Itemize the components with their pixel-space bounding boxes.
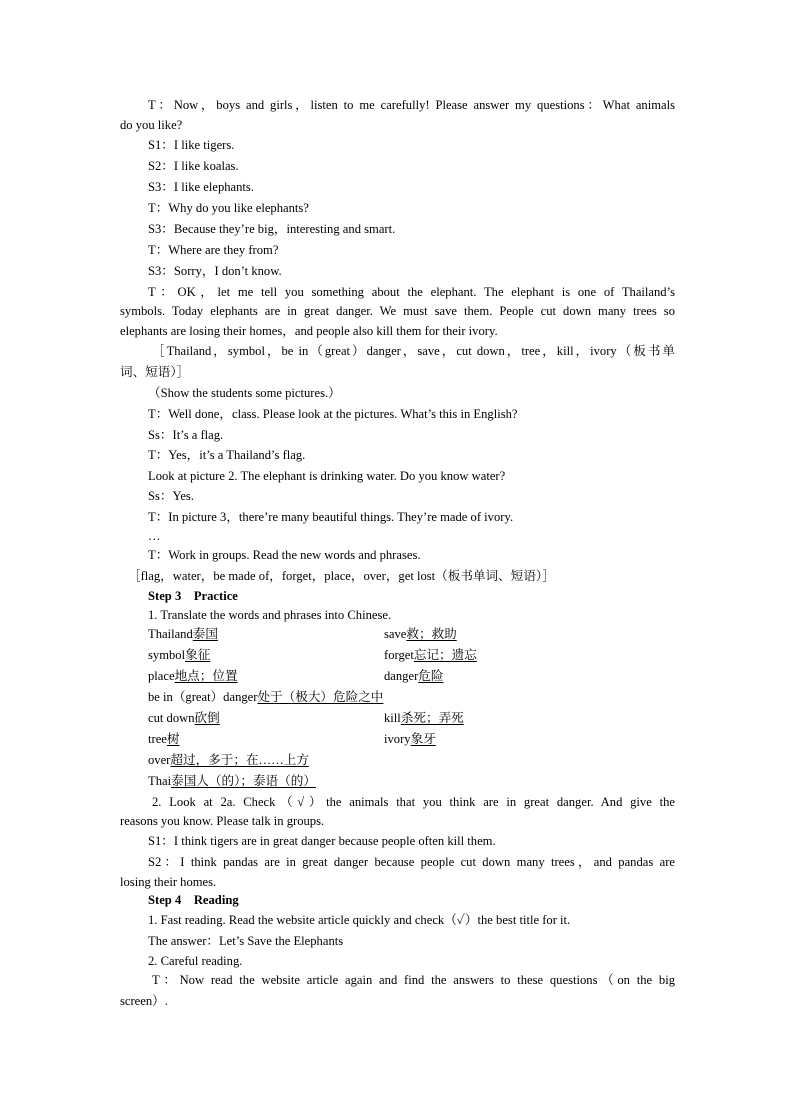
board-words-1-line-2: 词、短语）］ xyxy=(120,365,190,379)
vocab-thailand xyxy=(148,625,218,643)
vocab-translation: 地点；位置 xyxy=(174,669,238,683)
teacher-where: T：Where are they from? xyxy=(148,243,279,257)
ellipsis: … xyxy=(148,529,161,543)
vocab-be-in-danger xyxy=(148,688,383,706)
step4-careful-reading: 2. Careful reading. xyxy=(148,954,243,968)
students-flag: Ss：It’s a flag. xyxy=(148,428,224,442)
vocab-term: tree xyxy=(148,732,167,746)
student1-tigers: S1：I like tigers. xyxy=(148,138,235,152)
vocab-translation: 处于（极大）危险之中 xyxy=(257,690,384,704)
teacher-intro-line-1: T：Now，boys and girls，listen to me carefully! Please answer my questions：What animals xyxy=(148,98,675,112)
vocab-term: ivory xyxy=(384,732,411,746)
teacher-ok-line-1: T：OK，let me tell you something about the elephant. The elephant is one of Thailand’s xyxy=(148,285,675,299)
vocab-danger xyxy=(384,667,443,685)
teacher-now-read-line-1: T：Now read the website article again and find the answers to these questions（on the big xyxy=(152,973,675,987)
vocab-translation: 泰国 xyxy=(192,627,218,641)
board-words-1-line-1: ［Thailand，symbol，be in（great）danger，save，cut down，tree，kill，ivory（板书单 xyxy=(152,344,675,358)
step4-fast-reading: 1. Fast reading. Read the website article quickly and check（✓）the best title for it. xyxy=(148,913,571,927)
vocab-kill xyxy=(384,709,464,727)
vocab-term: cut down xyxy=(148,711,195,725)
vocab-translation: 象征 xyxy=(185,648,211,662)
vocab-translation: 危险 xyxy=(418,669,444,683)
student2-pandas-line-2: losing their homes. xyxy=(120,875,217,889)
teacher-well-done: T：Well done，class. Please look at the pictures. What’s this in English? xyxy=(148,407,518,421)
students-yes: Ss：Yes. xyxy=(148,489,194,503)
vocab-term: place xyxy=(148,669,175,683)
step3-task2-line-2: reasons you know. Please talk in groups. xyxy=(120,814,325,828)
picture-2-question: Look at picture 2. The elephant is drinking water. Do you know water? xyxy=(148,469,506,483)
step4-heading: Step 4 Reading xyxy=(148,893,239,907)
teacher-thailand-flag: T：Yes，it’s a Thailand’s flag. xyxy=(148,448,306,462)
vocab-term: Thai xyxy=(148,774,172,788)
vocab-term: save xyxy=(384,627,407,641)
vocab-ivory xyxy=(384,730,436,748)
vocab-term: danger xyxy=(384,669,419,683)
vocab-save xyxy=(384,625,457,643)
vocab-translation: 象牙 xyxy=(410,732,436,746)
student2-pandas-line-1: S2：I think pandas are in great danger because people cut down many trees，and pandas are xyxy=(148,855,675,869)
vocab-term: be in（great）danger xyxy=(148,690,258,704)
teacher-why: T：Why do you like elephants? xyxy=(148,201,309,215)
step4-answer: The answer：Let’s Save the Elephants xyxy=(148,934,344,948)
student1-tigers-danger: S1：I think tigers are in great danger because people often kill them. xyxy=(148,834,496,848)
vocab-forget xyxy=(384,646,477,664)
teacher-now-read-line-2: screen）. xyxy=(120,994,168,1008)
vocab-cut-down xyxy=(148,709,220,727)
vocab-term: kill xyxy=(384,711,401,725)
vocab-translation: 杀死；弄死 xyxy=(400,711,464,725)
vocab-over xyxy=(148,751,309,769)
board-words-2: ［flag，water，be made of，forget，place，over，get lost（板书单词、短语）］ xyxy=(128,569,555,583)
vocab-term: over xyxy=(148,753,171,767)
vocab-translation: 砍倒 xyxy=(194,711,220,725)
vocab-symbol xyxy=(148,646,210,664)
teacher-ok-line-2: symbols. Today elephants are in great danger. We must save them. People cut down many trees so xyxy=(120,304,675,318)
vocab-place xyxy=(148,667,238,685)
teacher-ok-line-3: elephants are losing their homes，and people also kill them for their ivory. xyxy=(120,324,498,338)
vocab-term: Thailand xyxy=(148,627,193,641)
vocab-translation: 救；救助 xyxy=(406,627,457,641)
student3-because: S3：Because they’re big，interesting and smart. xyxy=(148,222,396,236)
vocab-term: symbol xyxy=(148,648,186,662)
stage-direction-pictures: （Show the students some pictures.） xyxy=(148,386,341,400)
student3-sorry: S3：Sorry，I don’t know. xyxy=(148,264,282,278)
teacher-intro-line-2: do you like? xyxy=(120,118,183,132)
teacher-work-in-groups: T：Work in groups. Read the new words and phrases. xyxy=(148,548,421,562)
step3-task1: 1. Translate the words and phrases into Chinese. xyxy=(148,608,392,622)
vocab-term: forget xyxy=(384,648,414,662)
teacher-picture-3: T：In picture 3，there’re many beautiful things. They’re made of ivory. xyxy=(148,510,514,524)
step3-heading: Step 3 Practice xyxy=(148,589,238,603)
vocab-thai xyxy=(148,772,316,790)
vocab-translation: 泰国人（的）；泰语（的） xyxy=(171,774,316,788)
vocab-translation: 树 xyxy=(166,732,180,746)
student3-elephants: S3：I like elephants. xyxy=(148,180,254,194)
student2-koalas: S2：I like koalas. xyxy=(148,159,239,173)
vocab-translation: 超过，多于；在……上方 xyxy=(170,753,309,767)
vocab-tree xyxy=(148,730,179,748)
vocab-translation: 忘记；遗忘 xyxy=(413,648,477,662)
step3-task2-line-1: 2. Look at 2a. Check（√）the animals that you think are in great danger. And give the xyxy=(152,795,675,809)
